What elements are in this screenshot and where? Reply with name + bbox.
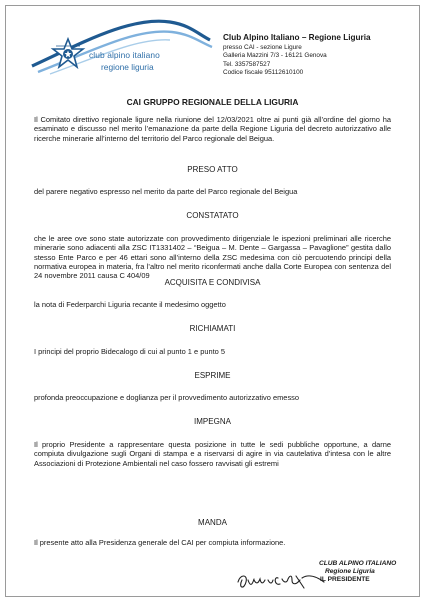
document-title: CAI GRUPPO REGIONALE DELLA LIGURIA bbox=[126, 97, 299, 107]
address-line: Galleria Mazzini 7/3 - 16121 Genova bbox=[223, 52, 327, 60]
organization-name: Club Alpino Italiano – Regione Liguria bbox=[223, 33, 371, 42]
phone-line: Tel. 3357587527 bbox=[223, 60, 271, 68]
section-heading: IMPEGNA bbox=[194, 417, 231, 426]
signature-org: CLUB ALPINO ITALIANO bbox=[319, 560, 397, 567]
section-text: Il presente atto alla Presidenza generale del CAI per compiuta informazione. bbox=[34, 538, 286, 547]
address-line: presso CAI - sezione Ligure bbox=[223, 44, 302, 51]
section-text: del parere negativo espresso nel merito da parte del Parco regionale del Beigua bbox=[34, 187, 298, 196]
section-text: che le aree ove sono state autorizzate con provvedimento dirigenziale le ispezioni preliminari alle ricerche minerarie sono adiacenti alla ZSC IT1331402 – “Beigua – M. Dente – Gargassa – Pavaglione” gestita dallo stesso Ente Parco e per 46 ettari sono all’interno della ZSC medesima con ciò percuotendo principi della normativa europea in materia, fra l’altro nel merito riconfermati anche dalla Corte Europea con sentenza del 24 novembre 2011 causa C 404/09 bbox=[34, 234, 391, 281]
section-text: I principi del proprio Bidecalogo di cui al punto 1 e punto 5 bbox=[34, 347, 226, 356]
handwritten-signature bbox=[234, 566, 329, 594]
section-heading: ACQUISITA E CONDIVISA bbox=[164, 278, 261, 287]
section-heading: MANDA bbox=[198, 518, 227, 527]
logo-text-line1: club alpino italiano bbox=[89, 50, 160, 60]
letterhead-info bbox=[223, 33, 371, 77]
section-text: la nota di Federparchi Liguria recante il medesimo oggetto bbox=[34, 300, 226, 309]
signature-region: Regione Liguria bbox=[325, 568, 375, 576]
section-heading: ESPRIME bbox=[194, 371, 231, 380]
logo-text-line2: regione liguria bbox=[101, 62, 154, 72]
signature-role: IL PRESIDENTE bbox=[320, 576, 370, 584]
section-heading: PRESO ATTO bbox=[187, 165, 238, 174]
tax-code-line: Codice fiscale 95112610100 bbox=[223, 68, 304, 76]
section-heading: CONSTATATO bbox=[186, 211, 239, 220]
intro-paragraph: Il Comitato direttivo regionale ligure nella riunione del 12/03/2021 oltre ai punti già all’ordine del giorno ha esaminato e discusso nel merito l’emanazione da parte della Regione Liguria del decreto autorizzativo alle ricerche minerarie all’interno del territorio del Parco regionale del Beigua. bbox=[34, 115, 391, 143]
section-heading: RICHIAMATI bbox=[189, 324, 236, 333]
signature-block bbox=[319, 560, 397, 585]
section-text: Il proprio Presidente a rappresentare questa posizione in tutte le sedi pubbliche opportune, a darne compiuta divulgazione sugli Organi di stampa e a riservarsi di agire in via cautelativa d’intesa con le altre Associazioni di Protezione Ambientali nel caso fossero ravvisati gli estremi bbox=[34, 440, 391, 468]
section-text: profonda preoccupazione e doglianza per il provvedimento autorizzativo emesso bbox=[34, 393, 300, 402]
